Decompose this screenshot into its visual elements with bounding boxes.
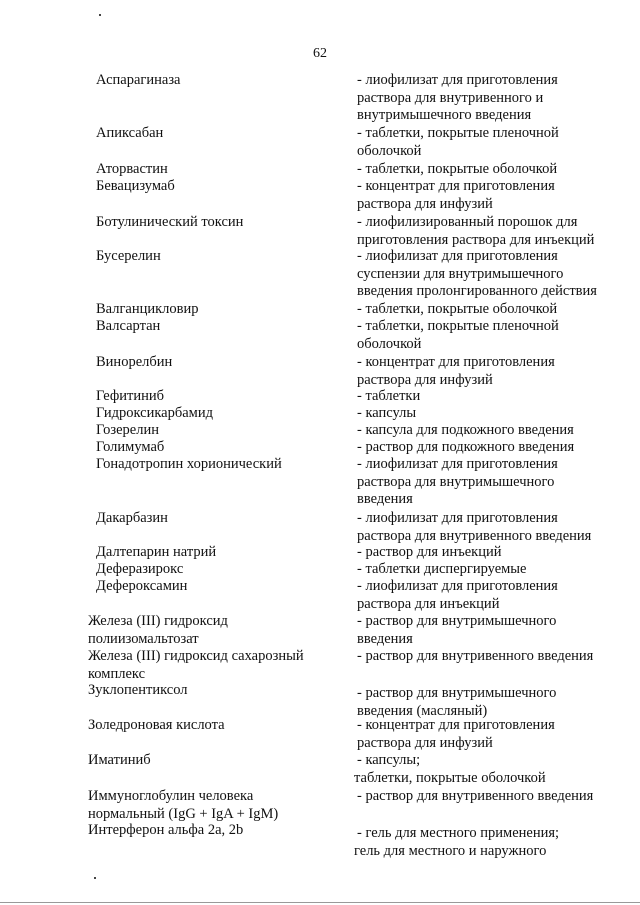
dosage-form: - таблетки, покрытые оболочкой: [357, 161, 558, 177]
page-number: 62: [313, 46, 327, 61]
drug-name: Апиксабан: [96, 125, 164, 141]
dosage-form: - лиофилизированный порошок для приготовления раствора для инъекций: [357, 214, 595, 248]
dosage-form: - концентрат для приготовления раствора для инфузий: [357, 717, 555, 751]
drug-name: Деферазирокс: [96, 561, 184, 577]
drug-name: Дефероксамин: [96, 578, 188, 594]
drug-name: Ботулинический токсин: [96, 214, 244, 230]
dosage-form: - лиофилизат для приготовления раствора для внутримышечного введения: [357, 456, 558, 507]
dosage-form: - гель для местного применения; гель для местного и наружного: [354, 825, 560, 859]
dosage-form: - раствор для внутримышечного введения: [357, 613, 557, 647]
dosage-form: - лиофилизат для приготовления раствора для внутривенного и внутримышечного введения: [357, 72, 558, 123]
dosage-form: - раствор для внутривенного введения: [357, 788, 594, 804]
drug-name: Гидроксикарбамид: [96, 405, 213, 421]
drug-name: Валганцикловир: [96, 301, 199, 317]
drug-name: Валсартан: [96, 318, 161, 334]
scan-edge-line: [0, 902, 640, 903]
dosage-form: - таблетки диспергируемые: [357, 561, 527, 577]
scan-speck: [99, 14, 101, 16]
dosage-form: - раствор для внутривенного введения: [357, 648, 594, 664]
dosage-form: - раствор для внутримышечного введения (масляный): [357, 685, 557, 719]
scan-speck: [94, 877, 96, 879]
dosage-form: - раствор для подкожного введения: [357, 439, 575, 455]
dosage-form: - капсула для подкожного введения: [357, 422, 574, 438]
drug-name: Бевацизумаб: [96, 178, 175, 194]
drug-name: Аторвастин: [96, 161, 168, 177]
drug-name: Зуклопентиксол: [88, 682, 188, 698]
dosage-form: - таблетки, покрытые пленочной оболочкой: [357, 125, 559, 159]
drug-name: Дакарбазин: [96, 510, 168, 526]
drug-name: Бусерелин: [96, 248, 161, 264]
drug-name: Аспарагиназа: [96, 72, 181, 88]
drug-name: Гозерелин: [96, 422, 159, 438]
drug-name: Голимумаб: [96, 439, 165, 455]
drug-name: Железа (III) гидроксид полиизомальтозат: [88, 613, 228, 647]
drug-name: Иматиниб: [88, 752, 151, 768]
dosage-form: - концентрат для приготовления раствора для инфузий: [357, 178, 555, 212]
dosage-form: - раствор для инъекций: [357, 544, 502, 560]
drug-name: Золедроновая кислота: [88, 717, 225, 733]
dosage-form: - капсулы; таблетки, покрытые оболочкой: [354, 752, 546, 786]
drug-name: Гефитиниб: [96, 388, 165, 404]
drug-name: Далтепарин натрий: [96, 544, 217, 560]
drug-name: Винорелбин: [96, 354, 173, 370]
dosage-form: - таблетки, покрытые пленочной оболочкой: [357, 318, 559, 352]
dosage-form: - таблетки: [357, 388, 421, 404]
drug-name: Иммуноглобулин человека нормальный (IgG + IgA + IgM): [88, 788, 279, 822]
drug-name: Интерферон альфа 2a, 2b: [88, 822, 244, 838]
drug-name: Железа (III) гидроксид сахарозный комплекс: [88, 648, 304, 682]
dosage-form: - концентрат для приготовления раствора для инфузий: [357, 354, 555, 388]
drug-name: Гонадотропин хорионический: [96, 456, 282, 472]
dosage-form: - лиофилизат для приготовления суспензии для внутримышечного введения пролонгированного действия: [357, 248, 597, 299]
dosage-form: - лиофилизат для приготовления раствора для инъекций: [357, 578, 558, 612]
dosage-form: - лиофилизат для приготовления раствора для внутривенного введения: [357, 510, 592, 544]
dosage-form: - таблетки, покрытые оболочкой: [357, 301, 558, 317]
dosage-form: - капсулы: [357, 405, 417, 421]
